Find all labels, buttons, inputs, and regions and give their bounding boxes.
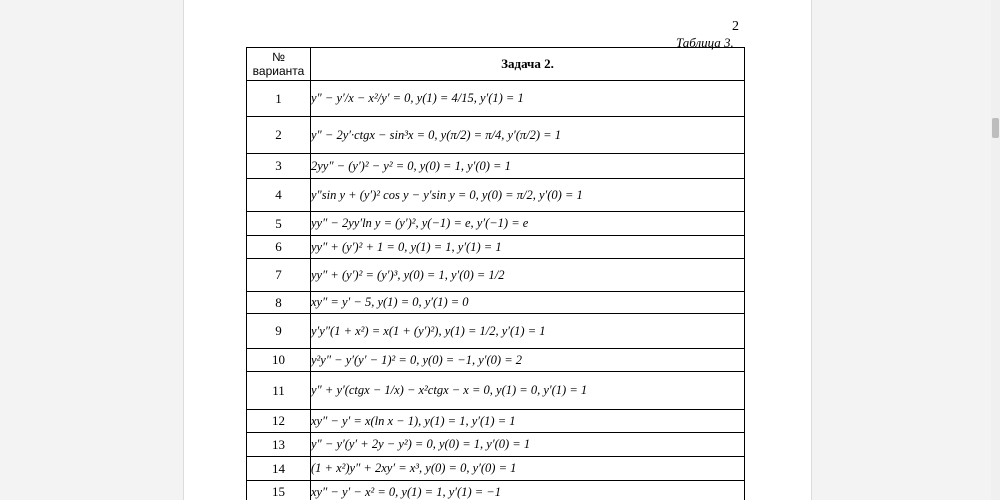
variant-number: 9	[247, 314, 311, 349]
table-row	[247, 212, 745, 236]
variant-number: 2	[247, 117, 311, 154]
table-row	[247, 236, 745, 259]
variant-number: 10	[247, 349, 311, 372]
document-page	[184, 0, 811, 500]
task-equation: y′y″(1 + x²) = x(1 + (y′)²), y(1) = 1/2, y′(1) = 1	[311, 314, 745, 349]
table-caption: Таблица 3.	[676, 35, 734, 50]
task-equation: yy″ + (y′)² = (y′)³, y(0) = 1, y′(0) = 1/2	[311, 259, 745, 292]
variant-number: 3	[247, 154, 311, 179]
variant-number: 15	[247, 481, 311, 500]
task-equation: y″sin y + (y′)² cos y − y′sin y = 0, y(0) = π/2, y′(0) = 1	[311, 179, 745, 212]
vertical-scrollbar[interactable]	[991, 0, 1000, 500]
variant-number: 12	[247, 410, 311, 433]
variant-number: 4	[247, 179, 311, 212]
table-row	[247, 259, 745, 292]
variant-number: 5	[247, 212, 311, 236]
variant-number: 13	[247, 433, 311, 457]
task-equation: y″ − y′(y′ + 2y − y²) = 0, y(0) = 1, y′(0) = 1	[311, 433, 745, 457]
task-equation: 2yy″ − (y′)² − y² = 0, y(0) = 1, y′(0) = 1	[311, 154, 745, 179]
table-row	[247, 481, 745, 500]
tasks-table	[246, 47, 745, 500]
table-row	[247, 314, 745, 349]
task-equation: (1 + x²)y″ + 2xy′ = x³, y(0) = 0, y′(0) = 1	[311, 457, 745, 481]
table-row	[247, 154, 745, 179]
task-equation: y″ + y′(ctgx − 1/x) − x²ctgx − x = 0, y(1) = 0, y′(1) = 1	[311, 372, 745, 410]
table-row	[247, 410, 745, 433]
variant-number: 14	[247, 457, 311, 481]
task-equation: y″ − 2y′·ctgx − sin³x = 0, y(π/2) = π/4, y′(π/2) = 1	[311, 117, 745, 154]
table-row	[247, 433, 745, 457]
task-equation: xy″ − y′ = x(ln x − 1), y(1) = 1, y′(1) = 1	[311, 410, 745, 433]
table-header-row	[247, 48, 745, 81]
table-row	[247, 349, 745, 372]
table-row	[247, 292, 745, 314]
variant-number: 1	[247, 81, 311, 117]
table-row	[247, 457, 745, 481]
variant-number: 7	[247, 259, 311, 292]
table-row	[247, 117, 745, 154]
table-row	[247, 179, 745, 212]
task-equation: y²y″ − y′(y′ − 1)² = 0, y(0) = −1, y′(0) = 2	[311, 349, 745, 372]
table-row	[247, 372, 745, 410]
variant-number: 11	[247, 372, 311, 410]
task-equation: y″ − y′/x − x²/y′ = 0, y(1) = 4/15, y′(1) = 1	[311, 81, 745, 117]
scrollbar-thumb[interactable]	[992, 118, 999, 138]
task-equation: yy″ + (y′)² + 1 = 0, y(1) = 1, y′(1) = 1	[311, 236, 745, 259]
page-number: 2	[732, 19, 739, 34]
header-variant: № варианта	[247, 48, 311, 81]
variant-number: 6	[247, 236, 311, 259]
header-task: Задача 2.	[311, 48, 745, 81]
variant-number: 8	[247, 292, 311, 314]
task-equation: xy″ − y′ − x² = 0, y(1) = 1, y′(1) = −1	[311, 481, 745, 500]
task-equation: xy″ = y′ − 5, y(1) = 0, y′(1) = 0	[311, 292, 745, 314]
task-equation: yy″ − 2yy′ln y = (y′)², y(−1) = e, y′(−1) = e	[311, 212, 745, 236]
table-row	[247, 81, 745, 117]
